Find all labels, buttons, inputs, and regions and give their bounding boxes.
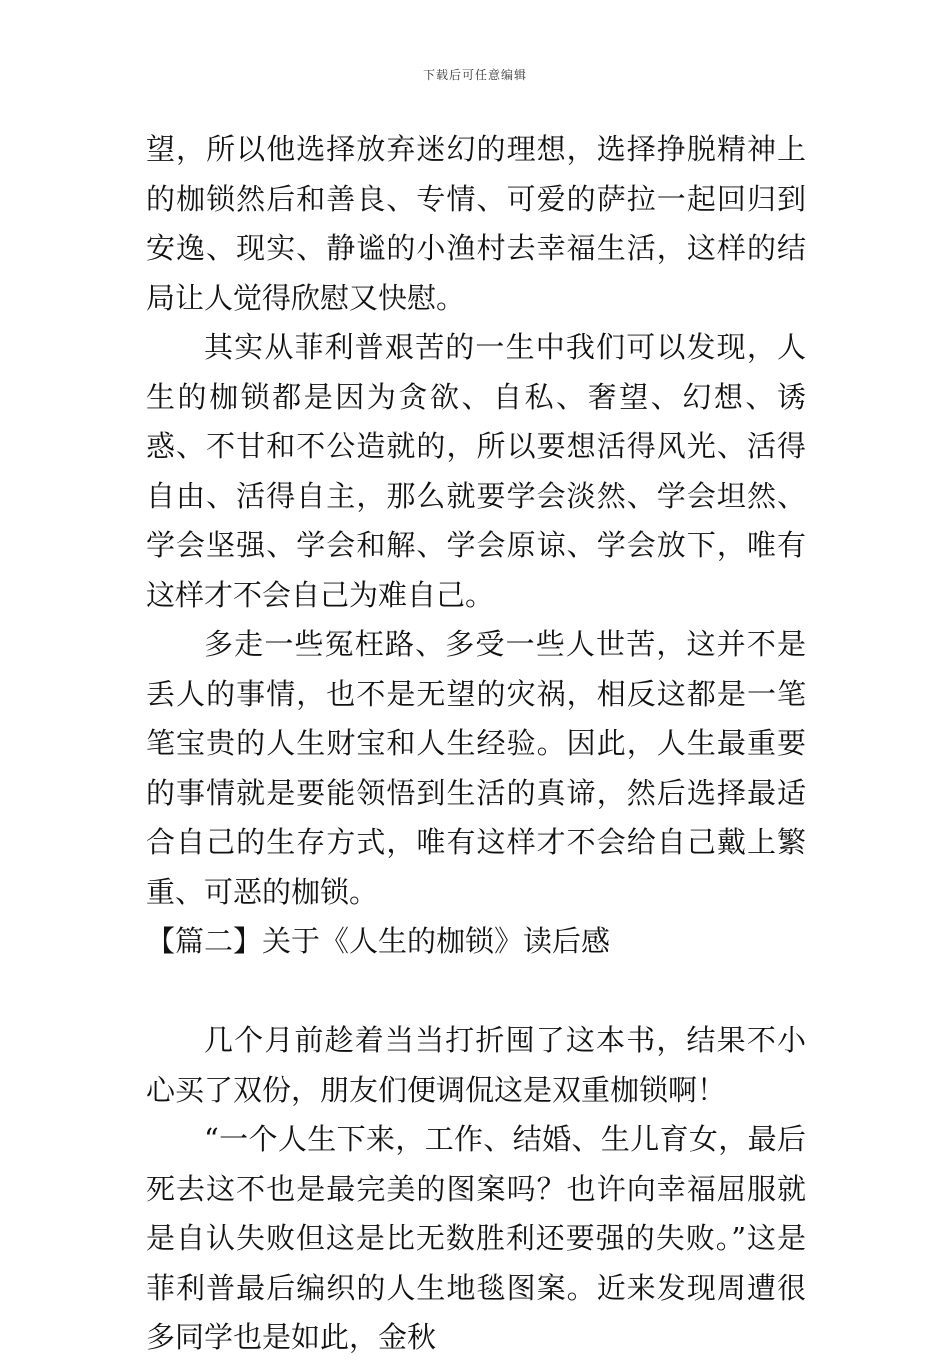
paragraph-5: “一个人生下来，工作、结婚、生儿育女，最后死去这不也是最完美的图案吗？也许向幸福屈服就是自认失败但这是比无数胜利还要强的失败。”这是菲利普最后编织的人生地毯图案。近来发现周遭很多同学也是如此，金秋 (146, 1122, 806, 1354)
paragraph-2: 其实从菲利普艰苦的一生中我们可以发现，人生的枷锁都是因为贪欲、自私、奢望、幻想、诱惑、不甘和不公造就的，所以要想活得风光、活得自由、活得自主，那么就要学会淡然、学会坦然、学会坚强、学会和解、学会原谅、学会放下，唯有这样才不会自己为难自己。 (146, 330, 806, 612)
paragraph-1: 望，所以他选择放弃迷幻的理想，选择挣脱精神上的枷锁然后和善良、专情、可爱的萨拉一起回归到安逸、现实、静谧的小渔村去幸福生活，这样的结局让人觉得欣慰又快慰。 (146, 132, 806, 315)
paragraph-4: 几个月前趁着当当打折囤了这本书，结果不小心买了双份，朋友们便调侃这是双重枷锁啊！ (146, 1023, 806, 1107)
document-body (146, 125, 806, 1363)
page-header-note: 下载后可任意编辑 (422, 68, 527, 82)
paragraph-3: 多走一些冤枉路、多受一些人世苦，这并不是丢人的事情，也不是无望的灾祸，相反这都是一笔笔宝贵的人生财宝和人生经验。因此，人生最重要的事情就是要能领悟到生活的真谛，然后选择最适合自己的生存方式，唯有这样才不会给自己戴上繁重、可恶的枷锁。 (146, 627, 806, 909)
section-heading: 【篇二】关于《人生的枷锁》读后感 (146, 924, 611, 958)
blank-line (146, 967, 806, 1017)
